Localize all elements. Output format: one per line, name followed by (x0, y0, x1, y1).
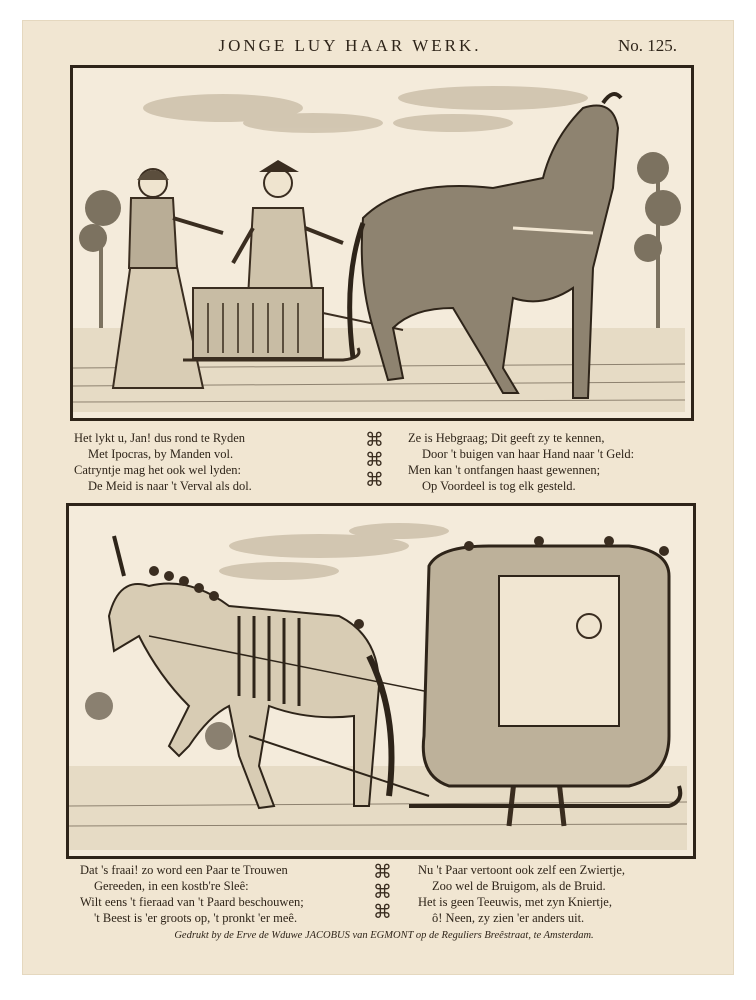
page-number: No. 125. (618, 36, 678, 55)
verse-line: Men kan 't ontfangen haast gewennen; (408, 463, 601, 477)
ornament-icon (365, 430, 384, 490)
printer-imprint: Gedrukt by de Erve de Wduwe JACOBUS van EGMONT op de Reguliers Breêstraat, te Amsterdam. (174, 930, 594, 941)
engraving-top (70, 65, 694, 421)
verse-2-left (80, 862, 304, 926)
verse-line: Met Ipocras, by Manden vol. (88, 447, 234, 461)
page-title: JONGE LUY HAAR WERK. (218, 36, 482, 55)
verse-line: Dat 's fraai! zo word een Paar te Trouwen (80, 863, 288, 877)
gentleman-figure-icon (233, 160, 343, 298)
verse-line: Wilt eens 't fieraad van 't Paard beschouwen; (80, 895, 304, 909)
sleigh-coach-icon (409, 536, 680, 806)
verse-line: ô! Neen, zy zien 'er anders uit. (432, 911, 585, 925)
ornament-glyph: ⌘ (365, 449, 384, 471)
horse-icon (350, 94, 621, 398)
verse-1-right (408, 430, 634, 494)
verse-2-right (418, 862, 625, 926)
verse-line: Het lykt u, Jan! dus rond te Ryden (74, 431, 246, 445)
verse-line: Zoo wel de Bruigom, als de Bruid. (432, 879, 606, 893)
ornament-glyph: ⌘ (373, 901, 392, 923)
horse-coach-scene-icon (69, 506, 687, 850)
ornament-glyph: ⌘ (373, 881, 392, 903)
verse-line: Catryntje mag het ook wel lyden: (74, 463, 241, 477)
clouds-icon (143, 86, 588, 133)
ornament-glyph: ⌘ (365, 469, 384, 491)
verse-line: Op Voordeel is tog elk gesteld. (422, 479, 576, 493)
clouds-icon (219, 523, 449, 580)
verse-line: Door 't buigen van haar Hand naar 't Geld: (422, 447, 635, 461)
ornament-glyph: ⌘ (373, 861, 392, 883)
verse-1-left (74, 430, 252, 494)
ornament-icon (373, 862, 392, 922)
verse-line: 't Beest is 'er groots op, 't pronkt 'er meê. (94, 911, 298, 925)
ornament-glyph: ⌘ (365, 429, 384, 451)
verse-line: Het is geen Teeuwis, met zyn Kniertje, (418, 895, 612, 909)
verse-line: De Meid is naar 't Verval als dol. (88, 479, 252, 493)
engraving-bottom (66, 503, 696, 859)
horse-sleigh-scene-icon (73, 68, 685, 412)
verse-line: Ze is Hebgraag; Dit geeft zy te kennen, (408, 431, 605, 445)
verse-line: Nu 't Paar vertoont ook zelf een Zwiertje, (418, 863, 626, 877)
verse-line: Gereeden, in een kostb're Sleê: (94, 879, 249, 893)
